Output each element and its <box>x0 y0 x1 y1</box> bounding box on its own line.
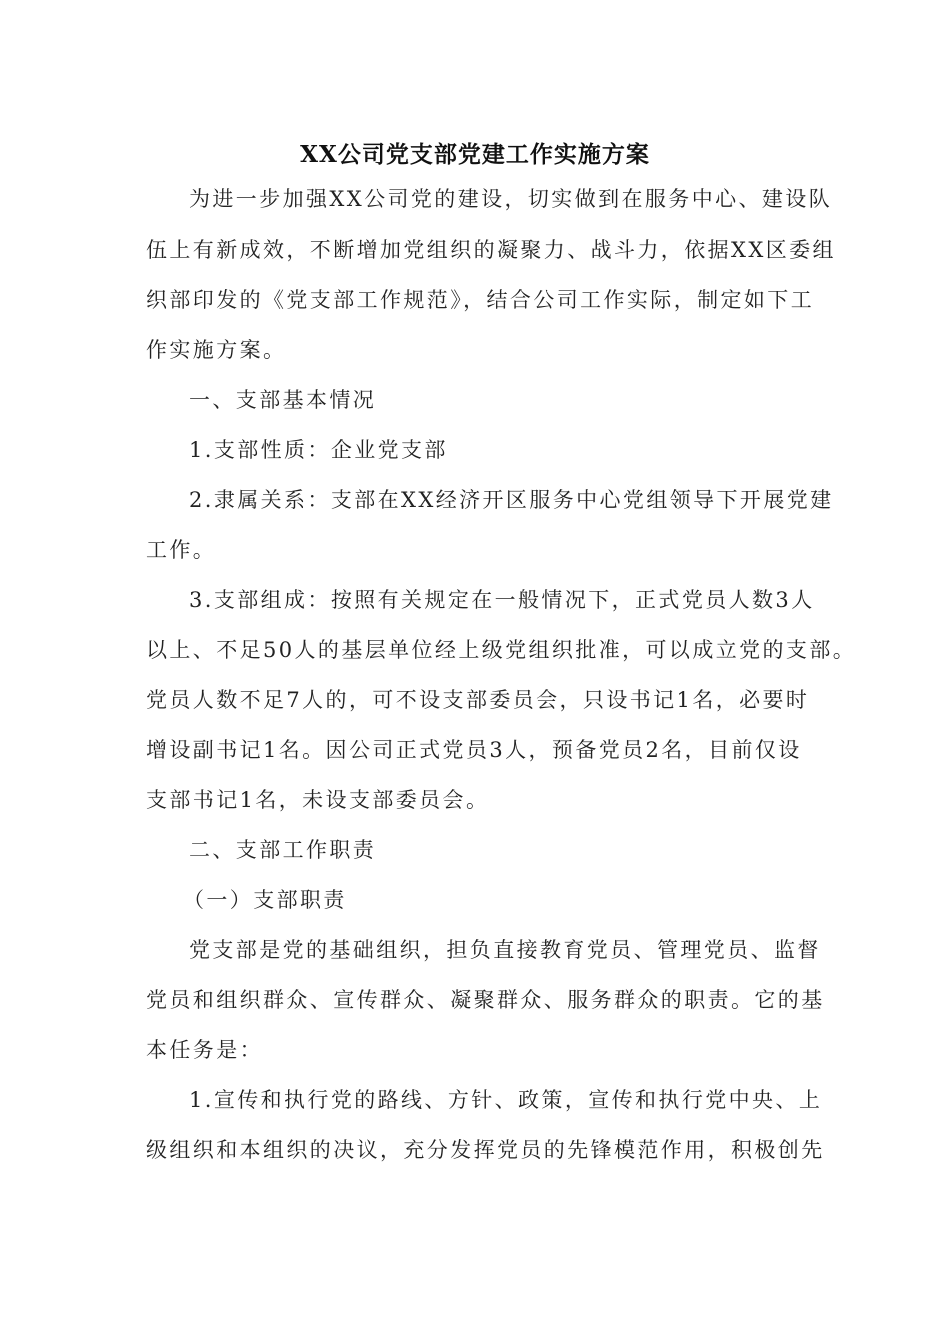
paragraph-line: 党员和组织群众、宣传群众、凝聚群众、服务群众的职责。它的基 <box>146 988 825 1012</box>
paragraph-line: 为进一步加强XX公司党的建设，切实做到在服务中心、建设队 <box>189 187 833 211</box>
paragraph-line: 支部书记1名，未设支部委员会。 <box>146 788 490 812</box>
paragraph-line: 2.隶属关系：支部在XX经济开区服务中心党组领导下开展党建 <box>189 488 834 512</box>
paragraph-line: 作实施方案。 <box>146 338 287 362</box>
paragraph-line: 本任务是： <box>146 1038 263 1062</box>
paragraph-line: 织部印发的《党支部工作规范》，结合公司工作实际，制定如下工 <box>146 288 815 312</box>
paragraph-line: 伍上有新成效，不断增加党组织的凝聚力、战斗力，依据XX区委组 <box>146 238 836 262</box>
subsection-heading: （一）支部职责 <box>183 888 347 912</box>
paragraph-line: 党员人数不足7人的，可不设支部委员会，只设书记1名，必要时 <box>146 688 810 712</box>
section-heading: 二、支部工作职责 <box>189 838 377 862</box>
paragraph-line: 增设副书记1名。因公司正式党员3人，预备党员2名，目前仅设 <box>146 738 802 762</box>
section-heading: 一、支部基本情况 <box>189 388 377 412</box>
paragraph-line: 1.宣传和执行党的路线、方针、政策，宣传和执行党中央、上 <box>189 1088 823 1112</box>
paragraph-line: 3.支部组成：按照有关规定在一般情况下，正式党员人数3人 <box>189 588 815 612</box>
document-title: XX公司党支部党建工作实施方案 <box>300 141 650 168</box>
paragraph-line: 党支部是党的基础组织，担负直接教育党员、管理党员、监督 <box>189 938 821 962</box>
paragraph-line: 工作。 <box>146 538 217 562</box>
paragraph-line: 1.支部性质：企业党支部 <box>189 438 448 462</box>
paragraph-line: 以上、不足50人的基层单位经上级党组织批准，可以成立党的支部。 <box>146 638 857 662</box>
paragraph-line: 级组织和本组织的决议，充分发挥党员的先锋模范作用，积极创先 <box>146 1138 825 1162</box>
